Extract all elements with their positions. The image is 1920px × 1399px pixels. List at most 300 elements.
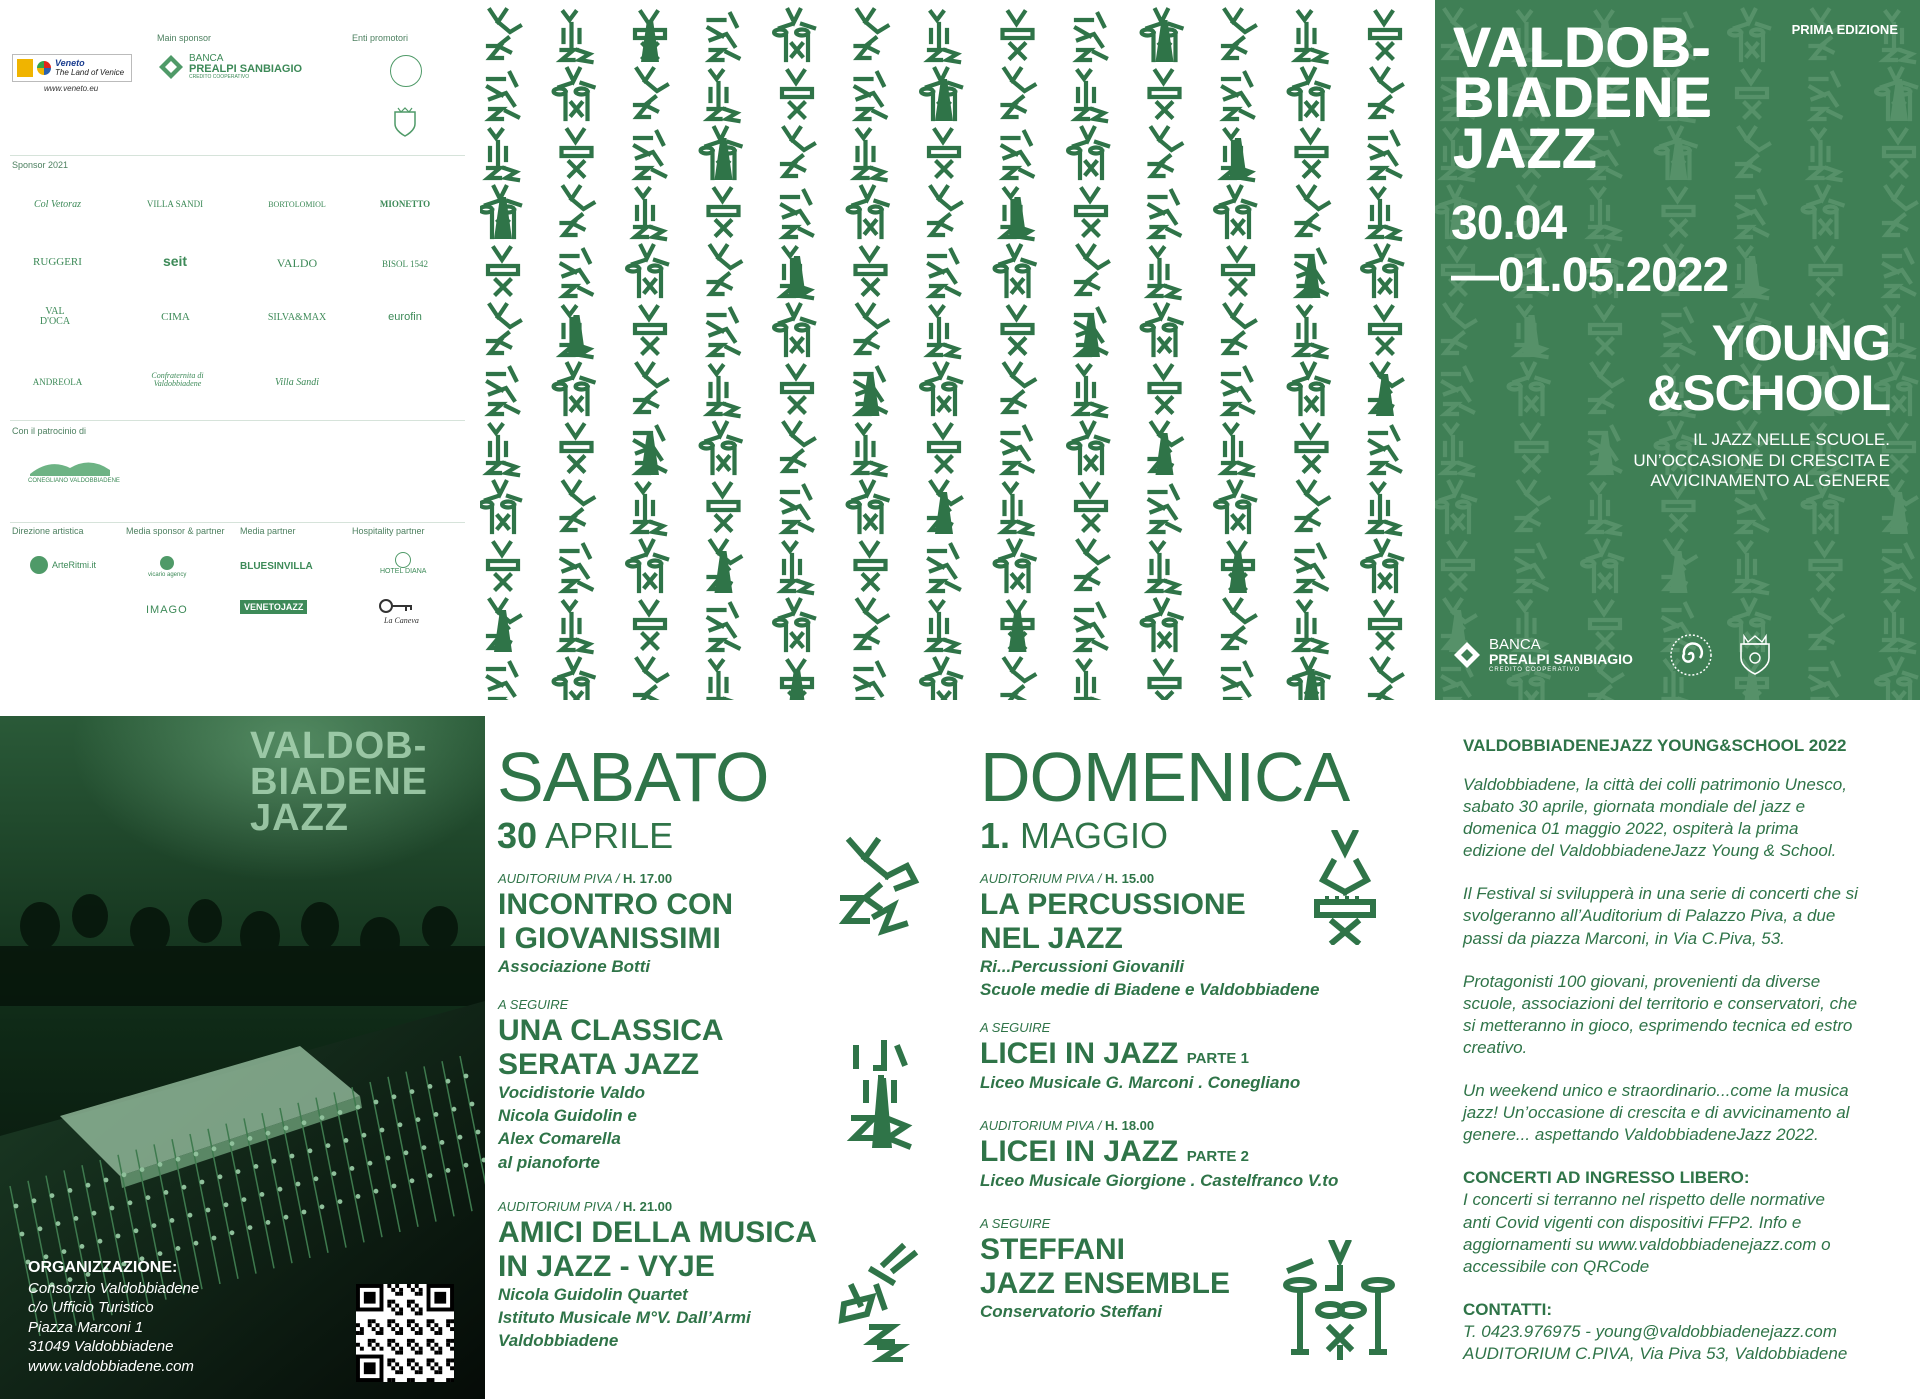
veneto-url: www.veneto.eu xyxy=(44,84,99,93)
jazz-glyph-icon xyxy=(1150,128,1182,176)
sunday-date xyxy=(980,815,1168,857)
qr-module xyxy=(411,1300,415,1304)
console-knob xyxy=(176,1246,181,1251)
console-knob xyxy=(212,1146,217,1151)
jazz-glyph-icon xyxy=(1297,187,1329,235)
qr-module xyxy=(380,1331,384,1335)
bass-figure-icon xyxy=(846,1038,916,1158)
jazz-glyph-icon xyxy=(1003,307,1033,353)
console-knob xyxy=(356,1105,361,1110)
jazz-glyph-icon xyxy=(1150,661,1180,700)
qr-module xyxy=(419,1288,423,1292)
spiral-seal-icon xyxy=(1669,633,1713,677)
console-knob xyxy=(194,1241,199,1246)
edition-label: PRIMA EDIZIONE xyxy=(1791,22,1898,37)
console-knob xyxy=(428,1173,433,1178)
cover-sponsor-logos xyxy=(1453,632,1775,678)
console-knob xyxy=(266,1220,271,1225)
jazz-glyph-icon xyxy=(488,543,518,589)
qr-module xyxy=(360,1327,364,1331)
qr-module xyxy=(395,1292,399,1296)
venetojazz-logo: VENETOJAZZ xyxy=(240,600,307,614)
console-knob xyxy=(254,1164,259,1169)
media-partner-label: Media partner xyxy=(240,526,296,536)
qr-module xyxy=(395,1343,399,1347)
console-knob xyxy=(146,1195,151,1200)
desc-line: UN’OCCASIONE DI CRESCITA E xyxy=(1633,450,1890,470)
console-knob xyxy=(350,1166,355,1171)
vicario-text: vicario agency xyxy=(148,572,187,578)
jazz-glyph-icon xyxy=(554,69,594,119)
console-knob xyxy=(182,1185,187,1190)
jazz-glyph-icon xyxy=(562,482,594,530)
jazz-glyph-icon xyxy=(1370,189,1400,239)
concert-photo-panel xyxy=(0,716,485,1399)
sat-event-2 xyxy=(498,997,724,1174)
jazz-glyph-icon xyxy=(1884,602,1914,652)
console-knob xyxy=(230,1141,235,1146)
main-sponsor-bank: BANCA xyxy=(189,53,224,64)
org-website[interactable]: www.valdobbiadene.com xyxy=(28,1357,194,1375)
console-knob xyxy=(476,1130,481,1135)
console-knob xyxy=(392,1094,397,1099)
jazz-glyph-icon xyxy=(1297,12,1327,62)
contacts-block xyxy=(1463,1299,1913,1365)
jazz-glyph-icon xyxy=(1737,191,1767,237)
qr-module xyxy=(407,1300,411,1304)
jazz-glyph-icon xyxy=(1076,366,1106,416)
performer-line: Istituto Musicale M°V. Dall’Armi xyxy=(498,1308,751,1328)
jazz-glyph-icon xyxy=(562,187,594,235)
qr-finder xyxy=(364,1362,376,1374)
qr-module xyxy=(360,1331,364,1335)
screen-line: VALDOB- xyxy=(250,725,428,767)
event-performers: Associazione Botti xyxy=(498,957,651,977)
jazz-glyph-icon xyxy=(929,130,959,176)
jazz-glyph-icon xyxy=(782,543,812,593)
console-knob xyxy=(440,1140,445,1145)
console-knob xyxy=(152,1223,157,1228)
qr-module xyxy=(438,1347,442,1351)
qr-module xyxy=(395,1284,399,1288)
console-knob xyxy=(92,1211,97,1216)
console-knob xyxy=(56,1221,61,1226)
main-sponsor-label: Main sponsor xyxy=(157,33,212,43)
jazz-glyph-icon xyxy=(1003,427,1033,473)
console-knob xyxy=(20,1232,25,1237)
arteritmi-icon xyxy=(30,556,48,574)
performer-line: Nicola Guidolin e xyxy=(498,1106,637,1126)
qr-module xyxy=(368,1319,372,1323)
event-venue: AUDITORIUM PIVA / H. 17.00 xyxy=(498,871,673,886)
sponsor-panel xyxy=(0,0,480,700)
qr-module xyxy=(391,1378,395,1382)
promoter-spiral-logo xyxy=(390,55,422,87)
qr-module xyxy=(411,1366,415,1370)
qr-module xyxy=(407,1339,411,1343)
qr-module xyxy=(407,1323,411,1327)
qr-module xyxy=(446,1343,450,1347)
console-knob xyxy=(248,1225,253,1230)
console-knob xyxy=(194,1152,199,1157)
cover-description xyxy=(1510,430,1890,492)
qr-module xyxy=(395,1370,399,1374)
jazz-glyph-icon xyxy=(1362,541,1402,591)
imago-logo: IMAGO xyxy=(146,604,188,616)
qr-module xyxy=(411,1339,415,1343)
qr-module xyxy=(415,1370,419,1374)
contact-phone-email[interactable]: T. 0423.976975 - young@valdobbiadenejazz.com xyxy=(1463,1321,1837,1341)
event-performers: Conservatorio Steffani xyxy=(980,1302,1163,1322)
console-knob xyxy=(80,1244,85,1249)
qr-module xyxy=(446,1378,450,1382)
jazz-glyph-icon xyxy=(782,128,814,176)
divider xyxy=(10,420,465,421)
screen-line: BIADENE xyxy=(250,761,429,804)
jazz-glyph-icon xyxy=(1737,486,1767,532)
qr-module xyxy=(415,1343,419,1347)
jazz-glyph-icon xyxy=(1590,307,1620,353)
jazz-glyph-icon xyxy=(635,364,667,412)
jazz-glyph-icon xyxy=(1076,71,1106,121)
qr-module xyxy=(387,1284,391,1288)
qr-module xyxy=(438,1370,442,1374)
qr-module xyxy=(395,1304,399,1308)
arteritmi-text: ArteRitmi.it xyxy=(52,560,97,570)
qr-module xyxy=(391,1288,395,1292)
qr-module xyxy=(419,1370,423,1374)
jazz-glyph-icon xyxy=(554,659,594,700)
event-title-line: AMICI DELLA MUSICA xyxy=(498,1216,817,1249)
desc-line: IL JAZZ NELLE SCUOLE. xyxy=(1693,430,1890,449)
sun-event-4 xyxy=(980,1216,1230,1323)
jazz-glyph-icon xyxy=(1370,132,1400,178)
qr-module xyxy=(434,1370,438,1374)
qr-module xyxy=(419,1308,423,1312)
qr-module xyxy=(387,1319,391,1323)
jazz-glyph-icon xyxy=(1370,12,1400,58)
console-knob xyxy=(416,1117,421,1122)
event-time: H. 15.00 xyxy=(1104,871,1155,886)
sponsor-logo: VAL D'OCA xyxy=(39,305,71,327)
jazz-glyph-icon xyxy=(1076,541,1108,589)
console-knob xyxy=(230,1230,235,1235)
key-icon xyxy=(378,596,414,616)
sponsor-logo: eurofin xyxy=(388,311,422,324)
console-knob xyxy=(326,1143,331,1148)
qr-module xyxy=(430,1319,434,1323)
bluesinvilla-logo: BLUESINVILLA xyxy=(240,561,313,572)
jazz-glyph-icon xyxy=(1003,132,1033,178)
jazz-glyph-icon xyxy=(929,425,959,471)
sunday-date-month: MAGGIO xyxy=(1020,815,1169,856)
event-title xyxy=(498,888,733,955)
qr-module xyxy=(407,1378,411,1382)
qr-module xyxy=(411,1288,415,1292)
sponsor-logo: ANDREOLA xyxy=(32,377,83,388)
jazz-glyph-icon xyxy=(488,73,518,119)
cover-bank-l3: CREDITO COOPERATIVO xyxy=(1489,666,1581,673)
jazz-glyph-icon xyxy=(1435,482,1475,532)
jazz-glyph-icon xyxy=(1811,663,1841,700)
console-knob xyxy=(302,1120,307,1125)
performer-line: Nicola Guidolin Quartet xyxy=(498,1285,688,1305)
console-knob xyxy=(422,1145,427,1150)
console-knob xyxy=(470,1102,475,1107)
jazz-glyph-icon xyxy=(709,71,739,121)
jazz-glyph-icon xyxy=(856,543,886,589)
sun-event-3 xyxy=(980,1118,1338,1192)
sponsor-logo: Confraternita di Valdobbiadene xyxy=(151,370,204,388)
qr-module xyxy=(399,1288,403,1292)
console-knob xyxy=(338,1199,343,1204)
jazz-glyph-icon xyxy=(1142,600,1182,650)
qr-module xyxy=(415,1323,419,1327)
promoter-crest-icon xyxy=(392,106,418,138)
console-knob xyxy=(272,1159,277,1164)
free-entry-heading: CONCERTI AD INGRESSO LIBERO: xyxy=(1463,1168,1750,1188)
console-knob xyxy=(110,1206,115,1211)
console-knob xyxy=(74,1216,79,1221)
jazz-glyph-icon xyxy=(488,305,520,353)
event-performers xyxy=(498,1081,724,1173)
jazz-glyph-icon xyxy=(1150,191,1180,237)
event-title-line: LICEI IN JAZZ xyxy=(980,1037,1179,1070)
jazz-glyph-icon xyxy=(1443,543,1473,589)
jazz-glyph-icon xyxy=(1884,12,1914,62)
jazz-glyph-icon xyxy=(929,12,959,62)
qr-module xyxy=(376,1323,380,1327)
info-line: genere... aspettando ValdobbiadeneJazz 2022. xyxy=(1463,1125,1819,1145)
jazz-glyph-icon xyxy=(488,130,518,180)
event-performers: Liceo Musicale G. Marconi . Conegliano xyxy=(980,1072,1301,1092)
cover-panel xyxy=(1435,0,1920,700)
console-knob xyxy=(410,1089,415,1094)
bass-glyph-icon xyxy=(641,20,659,62)
event-title-line: JAZZ ENSEMBLE xyxy=(980,1266,1231,1300)
jazz-glyph-icon xyxy=(562,425,592,471)
qr-module xyxy=(450,1378,454,1382)
jazz-glyph-icon xyxy=(782,366,812,412)
console-knob xyxy=(428,1084,433,1089)
qr-code[interactable] xyxy=(356,1284,454,1382)
sponsor-logo: SILVA&MAX xyxy=(267,311,327,323)
hotel-badge-icon xyxy=(395,552,411,568)
event-title-line: INCONTRO CON xyxy=(498,888,733,921)
qr-module xyxy=(419,1311,423,1315)
sun-event-2 xyxy=(980,1020,1300,1094)
qr-module xyxy=(438,1327,442,1331)
info-line: anti Covid vigenti con dispositivi FFP2. Info e xyxy=(1463,1212,1802,1232)
bank-diamond-icon xyxy=(158,54,184,80)
desc-line: AVVICINAMENTO AL GENERE xyxy=(1650,471,1890,491)
cover-bank-l2: PREALPI SANBIAGIO xyxy=(1489,651,1633,668)
sponsor-logo: Villa Sandi xyxy=(275,376,319,388)
then-label: A SEGUIRE xyxy=(980,1216,1051,1231)
qr-module xyxy=(391,1308,395,1312)
qr-module xyxy=(430,1339,434,1343)
bank-diamond-icon xyxy=(1453,641,1481,669)
jazz-glyph-icon xyxy=(562,130,592,176)
qr-module xyxy=(368,1323,372,1327)
performer-line: Valdobbiadene xyxy=(498,1331,619,1351)
jazz-glyph-icon xyxy=(488,663,518,700)
jazz-glyph-icon xyxy=(1215,482,1255,532)
sponsor-logo: BORTOLOMIOL xyxy=(268,199,326,209)
qr-module xyxy=(391,1327,395,1331)
console-knob xyxy=(14,1204,19,1209)
percussion-figure-icon xyxy=(1305,830,1385,945)
info-line: jazz! Un’occasione di crescita e di avvicinamento al xyxy=(1463,1103,1850,1123)
info-line[interactable]: aggiornamenti su www.valdobbiadenejazz.com o xyxy=(1463,1234,1831,1254)
qr-module xyxy=(446,1358,450,1362)
jazz-glyph-icon xyxy=(1297,307,1327,357)
jazz-glyph-icon xyxy=(709,14,739,60)
qr-module xyxy=(438,1331,442,1335)
jazz-glyph-icon xyxy=(856,130,886,180)
jazz-glyph-icon xyxy=(1003,659,1035,700)
vicario-logo xyxy=(148,556,186,578)
qr-module xyxy=(399,1327,403,1331)
saturday-title: SABATO xyxy=(497,738,769,816)
free-entry-block xyxy=(1463,1167,1913,1277)
qr-module xyxy=(407,1284,411,1288)
console-knob xyxy=(320,1204,325,1209)
info-line: Un weekend unico e straordinario...come la musica xyxy=(1463,1081,1849,1101)
qr-module xyxy=(380,1347,384,1351)
jazz-glyph-icon xyxy=(709,366,739,416)
venue-name: AUDITORIUM PIVA xyxy=(980,1118,1095,1133)
qr-finder xyxy=(434,1292,446,1304)
qr-module xyxy=(415,1362,419,1366)
jazz-glyph-icon xyxy=(1362,246,1402,296)
console-knob xyxy=(404,1150,409,1155)
console-knob xyxy=(206,1208,211,1213)
org-line: 31049 Valdobbiadene xyxy=(28,1338,174,1356)
jazz-glyph-icon xyxy=(1003,484,1033,534)
qr-module xyxy=(415,1351,419,1355)
qr-module xyxy=(450,1319,454,1323)
jazz-glyph-icon xyxy=(848,187,888,237)
jazz-glyph-icon xyxy=(856,600,888,648)
qr-module xyxy=(395,1311,399,1315)
sat-event-3 xyxy=(498,1199,817,1353)
qr-module xyxy=(399,1292,403,1296)
jazz-glyph-icon xyxy=(1509,364,1549,414)
main-sponsor-name: PREALPI SANBIAGIO xyxy=(189,63,303,75)
console-knob xyxy=(344,1138,349,1143)
jazz-glyph-icon xyxy=(1076,604,1106,650)
event-venue: AUDITORIUM PIVA / H. 15.00 xyxy=(980,871,1155,886)
console-knob xyxy=(128,1200,133,1205)
sunday-title: DOMENICA xyxy=(980,738,1350,816)
divider xyxy=(10,522,465,523)
qr-module xyxy=(376,1331,380,1335)
arteritmi-logo xyxy=(30,556,96,574)
organization-block xyxy=(28,1258,199,1376)
console-knob xyxy=(278,1187,283,1192)
jazz-glyph-icon xyxy=(856,425,886,475)
console-knob xyxy=(260,1192,265,1197)
jazz-glyph-icon xyxy=(995,246,1035,296)
jazz-glyph-icon xyxy=(1076,484,1106,530)
console-knob xyxy=(50,1193,55,1198)
jazz-glyph-icon xyxy=(782,191,812,237)
jazz-glyph-icon xyxy=(709,309,739,355)
qr-module xyxy=(411,1358,415,1362)
bass-glyph-icon xyxy=(788,669,806,700)
info-line: sabato 30 aprile, giornata mondiale del jazz e xyxy=(1463,797,1806,817)
jazz-glyph-icon xyxy=(709,604,739,650)
console-knob xyxy=(464,1074,469,1079)
young-line: YOUNG xyxy=(1711,315,1890,371)
jazz-glyph-icon xyxy=(1443,305,1475,353)
jazz-glyph-icon xyxy=(562,602,592,652)
jazz-glyph-icon xyxy=(709,246,741,294)
console-knob xyxy=(86,1183,91,1188)
qr-module xyxy=(391,1366,395,1370)
jazz-glyph-icon xyxy=(1582,541,1622,591)
console-knob xyxy=(380,1128,385,1133)
info-column xyxy=(1463,736,1913,1365)
jazz-glyph-icon xyxy=(1297,130,1327,176)
sponsor-logo: BISOL 1542 xyxy=(382,259,428,270)
saturday-date-num: 30 xyxy=(497,815,538,856)
info-line: domenica 01 maggio 2022, ospiterà la prima xyxy=(1463,819,1799,839)
lacaneva-logo: La Caneva xyxy=(384,616,419,625)
jazz-glyph-icon xyxy=(1068,423,1108,473)
qr-module xyxy=(446,1323,450,1327)
qr-module xyxy=(391,1339,395,1343)
qr-module xyxy=(427,1319,431,1323)
jazz-glyph-icon xyxy=(1811,73,1841,119)
qr-module xyxy=(407,1343,411,1347)
jazz-glyph-icon xyxy=(1884,545,1914,591)
bass-glyph-icon xyxy=(1009,610,1027,652)
jazz-glyph-icon xyxy=(1737,543,1767,593)
qr-module xyxy=(450,1366,454,1370)
jazz-glyph-icon xyxy=(635,307,665,353)
jazz-glyph-icon xyxy=(635,69,667,117)
jazz-glyph-icon xyxy=(554,364,594,414)
jazz-glyph-icon xyxy=(488,248,518,294)
bass-glyph-icon xyxy=(715,551,733,593)
saturday-date-month: APRILE xyxy=(545,815,674,856)
jazz-glyph-icon xyxy=(1150,543,1180,593)
jazz-glyph-icon xyxy=(1150,248,1180,298)
jazz-glyph-icon xyxy=(848,482,888,532)
veneto-tagline: The Land of Venice xyxy=(55,67,125,77)
qr-module xyxy=(399,1370,403,1374)
console-knob xyxy=(122,1172,127,1177)
qr-module xyxy=(399,1331,403,1335)
qr-module xyxy=(372,1319,376,1323)
info-line: svolgeranno all’Auditorium di Palazzo Piva, a due xyxy=(1463,906,1836,926)
console-knob xyxy=(296,1182,301,1187)
jazz-glyph-icon xyxy=(1370,659,1402,700)
jazz-glyph-icon xyxy=(856,248,886,294)
saturday-date xyxy=(497,815,673,857)
qr-module xyxy=(427,1358,431,1362)
qr-module xyxy=(427,1323,431,1327)
event-title xyxy=(980,1037,1300,1071)
jazz-glyph-icon xyxy=(782,423,814,471)
performer-line: al pianoforte xyxy=(498,1152,601,1172)
jazz-glyph-icon xyxy=(1215,187,1255,237)
jazz-glyph-icon xyxy=(1076,189,1106,235)
jazz-glyph-icon xyxy=(1003,12,1033,58)
media-sponsor-label: Media sponsor & partner xyxy=(126,526,225,536)
